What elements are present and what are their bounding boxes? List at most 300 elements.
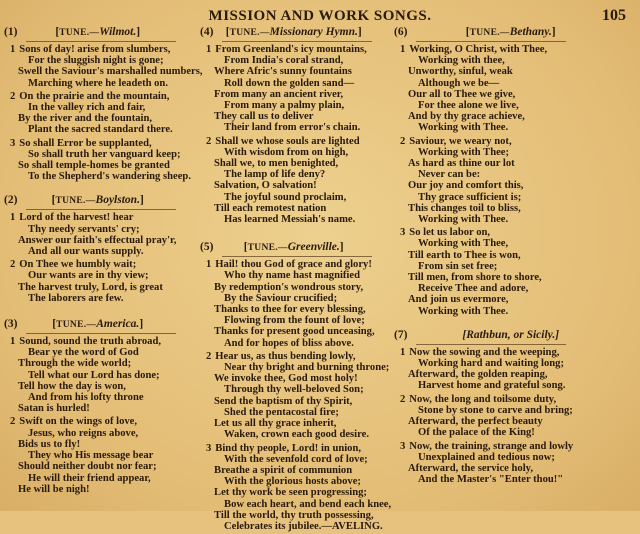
verse-text: Of the palace of the King! [418,427,535,439]
verse-text: Stone by stone to carve and bring; [418,404,573,416]
verse-line [4,428,200,439]
verse-line [200,259,396,270]
verse-text: So let us labor on, [409,227,491,239]
tune-label [407,26,614,40]
verse-text: Our joy and comfort this, [408,180,524,192]
verse-line [4,392,200,403]
verse-text: And all our wants supply. [28,246,144,258]
column-3 [394,26,636,487]
verse-line [200,338,396,349]
verse-text: Let thy work be seen progressing; [214,487,367,499]
verse-line [200,55,396,66]
verse-line [200,66,396,77]
verse-text: By the Saviour crucified; [224,292,338,304]
verse-text: Working with Thee. [418,305,509,317]
tune-bracket-close: ] [339,241,344,254]
verse [394,394,636,439]
verse-line [200,158,396,169]
verse-line [4,149,200,160]
verse-line [394,238,636,249]
verse-number: 2 [10,90,16,102]
verse-text: Send the baptism of thy Spirit, [214,395,353,407]
verse-text: Breathe a spirit of communion [214,464,353,476]
verse-text: Till the world, thy truth possessing, [214,509,374,521]
verse-number: 1 [400,44,406,55]
tune-prefix: TUNE.— [55,196,96,207]
verse-number: 1 [400,346,406,358]
verse-text: Flowing from the fount of love; [224,315,365,327]
tune-name: Missionary Hymn. [269,26,358,38]
verse-text: Till earth to Thee is won, [408,249,521,261]
verse-line [394,192,636,203]
verse-line [394,158,636,169]
verse-text: Through thy well-beloved Son; [224,384,364,396]
verse-line [4,55,200,66]
verse-text: Through the wide world; [18,358,132,370]
tune-bracket-close: ] [136,26,141,38]
verse-text: Swift on the wings of love, [19,416,138,428]
verse-line [394,100,636,111]
verse-line [394,169,636,180]
verse-line [4,212,200,223]
tune-prefix: TUNE.— [247,243,288,254]
verse-line [4,66,203,78]
verse-text: To the Shepherd's wandering sheep. [28,171,191,183]
header-rule [26,41,176,42]
verse-text: The lamp of life deny? [224,169,326,181]
verse-line [394,306,636,317]
verse-line [200,180,396,191]
verse-text: Although we be— [418,77,500,89]
verse-text: Waken, crown each good desire. [224,429,369,441]
verse [4,416,200,494]
verse-text: Roll down the golden sand— [224,77,355,89]
verse-text: Sound, sound the truth abroad, [19,336,161,348]
verse-text: Lord of the harvest! hear [19,212,134,224]
verse-line [200,362,396,373]
verse-line [394,347,636,358]
verse-line [200,270,396,281]
verse-line [200,454,396,465]
verse-text: Bind thy people, Lord! in union, [215,442,362,454]
verse [4,259,200,304]
verse-text: With wisdom from on high, [224,146,349,158]
verse-text: Working with Thee. [418,122,509,134]
verse-line [4,246,200,257]
verse-text: Our all to Thee we give, [408,88,516,100]
verse-text: For the sluggish night is gone; [28,55,164,67]
verse-text: Hear us, as thus bending lowly, [215,350,356,362]
verse-text: Working with Thee, [418,238,509,250]
column-2 [200,26,396,534]
verse-text: On Thee we humbly wait; [19,259,137,271]
verse-line [394,227,636,238]
verse-text: Working with thee, [418,55,505,67]
verse-line [4,473,200,484]
verse-number: 3 [10,137,16,149]
verse-line [4,78,200,89]
verse-line [4,336,200,347]
verse-line [394,55,636,66]
verse-line [200,136,396,147]
verse-text: And join us evermore, [408,294,509,306]
verse-line [394,369,636,380]
verse-line [4,358,200,369]
tune-bracket-close: ] [139,318,144,331]
verse-text: And by thy grace achieve, [408,111,525,123]
verse-line [4,293,200,304]
hymn [394,329,636,485]
verse-line [394,44,636,55]
tune-bracket-open: [ [225,26,230,38]
verse-line [200,293,396,304]
verse-text: Thanks for present good unceasing, [214,326,375,338]
verse-text: From many an ancient river, [214,88,344,100]
tune-label [213,241,374,255]
verse-text: As hard as thine our lot [408,158,515,170]
verse-line [4,259,200,270]
hymn-header [394,26,636,40]
verse-number: 3 [400,440,406,452]
verse-text: Has learned Messiah's name. [224,214,356,226]
verse-text: From India's coral strand, [224,55,344,67]
verse-text: Till each remotest nation [214,202,327,214]
verse-line [394,405,636,416]
verse-number: 1 [206,44,212,55]
verse-line [200,315,396,326]
tune-name: Bethany. [509,26,552,38]
verse-text: Harvest home and grateful song. [418,380,566,392]
tune-bracket-close: ] [357,26,362,38]
verse-text: Saviour, we weary not, [409,135,512,147]
tune-name: Boylston. [95,194,140,207]
verse-text: Shall we, to men benighted, [214,158,339,170]
verse-line [200,476,396,487]
hymn [4,26,203,183]
tune-bracket-open: [ [465,26,470,38]
verse-number: 1 [10,336,16,348]
verse-line [394,147,636,158]
verse-line [200,521,396,532]
verse-line [4,282,200,293]
tune-bracket-close: ] [551,26,556,38]
verse-line [200,418,396,429]
tune-prefix: TUNE.— [469,28,510,38]
verse-text: And the Master's "Enter thou!" [418,474,564,486]
hymn [394,26,636,317]
verse-text: Tell how the day is won, [18,380,126,392]
verse-text: Our wants are in thy view; [28,270,149,282]
verse [4,138,200,183]
verse-line [394,283,636,294]
verse-line [4,403,200,414]
verse-text: Hail! thou God of grace and glory! [215,259,372,271]
verse-line [4,160,200,171]
verse-text: They call us to deliver [214,111,314,123]
verse-text: Unworthy, sinful, weak [408,66,513,78]
header-rule [26,209,176,210]
verse-line [394,474,636,485]
hymn [4,194,200,304]
verse-text: This changes toil to bliss, [408,202,521,214]
verse-text: Now the sowing and the weeping, [409,346,560,358]
verse-line [4,171,200,182]
verse-text: Afterward, the golden reaping, [408,369,548,381]
verse [4,336,200,414]
verse-text: On the prairie and the mountain, [19,90,170,102]
hymn-number: (5) [200,241,214,254]
verse-line [394,122,636,133]
verse-line [4,91,200,102]
verse-line [200,100,396,111]
verse [4,212,200,257]
verse-text: The joyful sound proclaim, [224,191,347,203]
verse [200,44,396,134]
verse-line [394,272,636,283]
header-rule [26,333,176,334]
verse-line [200,89,396,100]
verse-line [200,384,396,395]
verse-text: Their land from error's chain. [224,122,361,134]
verse-text: From sin set free; [418,260,498,272]
verse-number: 2 [400,135,406,147]
verse-text: Satan is hurled! [18,403,90,415]
verse-line [200,147,396,158]
verse-text: Tell what our Lord has done; [28,369,160,381]
hymn-header [4,26,200,40]
tune-bracket-open: [ [243,241,248,254]
tune-name: America. [96,318,140,331]
verse-text: Let us all thy grace inherit, [214,418,337,430]
tune-bracket-close: ] [139,194,144,207]
verse-line [394,463,636,474]
verse-line [4,124,200,135]
tune-bracket-open: [ [51,194,56,207]
tune-name: Greenville. [287,241,340,254]
tune-label [17,318,178,332]
verse-text: So shall Error be supplanted, [19,137,152,149]
verse-text: Sons of day! arise from slumbers, [19,44,171,55]
verse [200,136,396,226]
verse-line [4,138,200,149]
verse-line [394,441,636,452]
verse [200,259,396,349]
verse [394,347,636,392]
verse-line [394,250,636,261]
tune-label [17,194,178,208]
verse-text: And for hopes of bliss above. [224,337,354,349]
verse-text: For thee alone we live, [418,100,519,112]
hymn-number: (1) [4,26,18,38]
verse-line [200,443,396,454]
verse-line [200,192,396,203]
verse-number: 2 [206,135,212,147]
verse-text: Afterward, the service holy, [408,462,534,474]
verse-line [200,304,396,315]
verse [394,44,636,134]
verse-text: Working hard and waiting long; [418,358,564,370]
verse-line [4,270,200,281]
verse-text: Where Afric's sunny fountains [214,66,352,78]
verse-text: He will their friend appear, [28,472,151,484]
tune-label [213,26,374,40]
verse-line [200,203,396,214]
verse-text: Shed the pentacostal fire; [224,406,339,418]
verse-text: We invoke thee, God most holy! [214,373,358,385]
verse-text: Thy needy servants' cry; [28,223,140,235]
verse-line [200,373,396,384]
verse-text: Swell the Saviour's marshalled numbers, [18,66,203,78]
tune-bracket-open: [ [52,318,57,331]
verse-text: Shall we whose souls are lighted [215,135,360,147]
verse-line [200,122,396,133]
header-rule [416,344,566,345]
column-1 [4,26,203,497]
verse-line [4,235,200,246]
verse-number: 1 [10,44,16,55]
hymn-header [4,194,200,208]
tune-label [407,329,614,343]
verse-line [4,439,200,450]
verse-number: 2 [10,259,16,271]
verse-number: 2 [400,393,406,405]
verse-line [200,487,396,498]
verse-line [394,214,636,225]
verse-line [4,347,200,358]
tune-label [17,26,178,40]
verse [394,227,636,317]
verse-line [200,396,396,407]
verse-text: By the river and the fountain, [18,113,152,125]
page-title: MISSION AND WORK SONGS. [208,8,432,24]
verse-line [394,136,636,147]
verse-line [394,111,636,122]
verse-text: From many a palmy plain, [224,100,345,112]
verse-text: They who His message bear [28,450,154,462]
tune-prefix: TUNE.— [59,28,100,38]
verse-line [394,78,636,89]
verse-line [200,78,396,89]
verse-text: Who thy name hast magnified [224,270,360,282]
verse [394,441,636,486]
verse [200,351,396,441]
hymn-header [200,26,396,40]
verse-text: Near thy bright and burning throne; [224,362,390,374]
verse-text: Receive Thee and adore, [418,283,529,295]
verse-number: 1 [10,212,16,224]
verse-line [394,294,636,305]
verse-text: Working with Thee. [418,214,509,226]
verse-line [200,326,396,337]
verse-text: Now, the training, strange and lowly [409,440,574,452]
verse-line [4,484,200,495]
verse-text: Jesus, who reigns above, [28,427,139,439]
verse-line [200,510,396,521]
verse-line [200,465,396,476]
verse-text: Bids us to fly! [18,438,81,450]
verse-text: Marching where he leadeth on. [28,77,168,89]
verse-line [394,452,636,463]
verse-number: 3 [400,227,406,239]
verse-number: 2 [206,350,212,362]
verse-text: From Greenland's icy mountains, [215,44,367,55]
verse-text: The laborers are few. [28,292,124,304]
verse-text: Never can be: [418,169,481,181]
hymn-header [394,329,636,343]
hymn-number: (6) [394,26,408,38]
verse-text: He will be nigh! [18,483,90,495]
verse-line [4,113,200,124]
verse-text: Bear ye the word of God [28,347,139,359]
verse [4,91,200,136]
verse-line [200,429,396,440]
hymn [200,26,396,225]
tune-name: Wilmot. [99,26,137,38]
hymn-number: (4) [200,26,214,38]
hymn [200,241,396,532]
verse-text: Afterward, the perfect beauty [408,416,543,428]
verse-line [4,461,200,472]
tune-name: [Rathbun, or Sicily.] [462,328,560,341]
verse-text: Answer our faith's effectual pray'r, [18,234,177,246]
verse-text: So shall truth her vanguard keep; [28,148,181,160]
verse-line [394,89,636,100]
verse-line [200,282,396,293]
verse-line [200,499,396,510]
verse [200,443,396,533]
verse-text: Unexplained and tedious now; [418,451,555,463]
verse-line [200,111,396,122]
verse-line [200,214,396,225]
verse-text: By redemption's wondrous story, [214,281,364,293]
verse-line [4,381,200,392]
verse-text: Celebrates its jubilee.—AVELING. [224,520,383,532]
verse-text: The harvest truly, Lord, is great [18,281,163,293]
verse-text: Working, O Christ, with Thee, [409,44,548,55]
verse-line [4,416,200,427]
verse-line [4,44,200,55]
verse-line [200,407,396,418]
verse-number: 3 [206,442,212,454]
verse-number: 2 [10,416,16,428]
verse-line [394,180,636,191]
verse-text: Working with Thee; [418,146,510,158]
tune-prefix: TUNE.— [229,28,270,38]
header-rule [222,256,372,257]
verse-line [200,351,396,362]
verse-text: Thanks to thee for every blessing, [214,304,366,316]
verse-text: Now, the long and toilsome duty, [409,393,557,405]
verse-line [394,416,636,427]
hymn-number: (7) [394,328,408,341]
verse-line [4,102,200,113]
verse [394,136,636,226]
verse-line [394,427,636,438]
hymn [4,318,200,495]
hymn-header [4,318,200,332]
verse-text: And from his lofty throne [28,392,144,404]
verse-number: 1 [206,259,212,271]
verse-text: Thy grace sufficient is; [418,191,522,203]
verse-line [394,394,636,405]
verse-line [394,380,636,391]
verse [4,44,203,89]
verse-line [394,203,636,214]
verse-text: Bow each heart, and bend each knee, [224,498,392,510]
verse-line [200,169,396,180]
verse-text: In the valley rich and fair, [28,102,146,114]
verse-line [4,370,200,381]
